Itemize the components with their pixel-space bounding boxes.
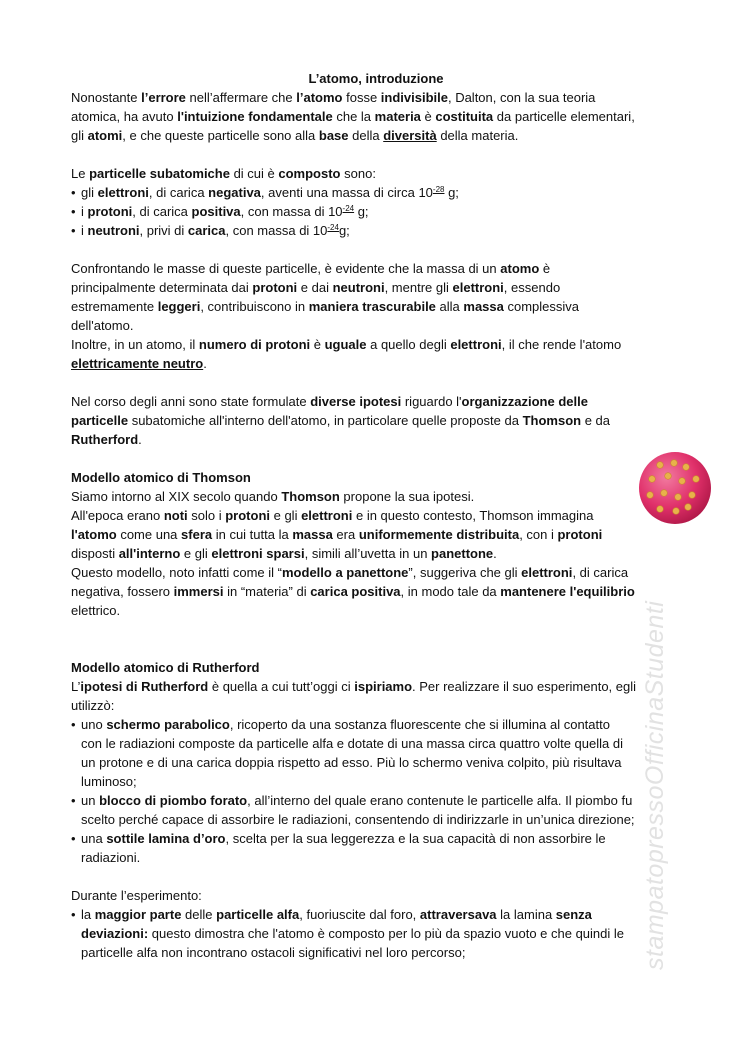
thomson-atom-illustration: [638, 451, 712, 525]
bold-text: Modello atomico di Rutherford: [71, 660, 260, 675]
bullet-item: [71, 183, 681, 202]
text-line: [71, 430, 681, 449]
bold-text: protoni: [87, 204, 133, 219]
text: Nonostante: [71, 90, 142, 105]
bold-text: elettroni: [450, 337, 502, 352]
text: i: [81, 204, 88, 219]
bold-text: noti: [163, 508, 188, 523]
bold-text: blocco di piombo forato: [99, 793, 248, 808]
text: radiazioni.: [81, 850, 141, 865]
bold-text: all'interno: [118, 546, 181, 561]
text: negativa, fossero: [71, 584, 174, 599]
bold-text: negativa: [208, 185, 261, 200]
text-line: [71, 544, 681, 563]
text: la: [81, 907, 95, 922]
electron-dot: [673, 508, 680, 515]
exponent: -24: [342, 204, 355, 213]
text-line: [71, 582, 681, 601]
bullet-icon: •: [71, 717, 76, 732]
text-line: [71, 563, 681, 582]
bold-text: organizzazione delle: [461, 394, 588, 409]
text: scelto perché capace di assorbire le radiazioni, consentendo di indirizzarle in un’unica direzione;: [81, 812, 635, 827]
text: g;: [338, 223, 350, 238]
bold-text: uguale: [324, 337, 367, 352]
text: , in modo tale da: [400, 584, 501, 599]
bold-text: protoni: [557, 527, 603, 542]
spacer: [71, 373, 681, 392]
bold-text: carica: [187, 223, 226, 238]
bold-text: immersi: [173, 584, 224, 599]
bold-text: particelle subatomiche: [89, 166, 230, 181]
text-line: [71, 943, 681, 962]
text: con le radiazioni composte da particelle alfa e dotate di una massa circa quattro volte quella di: [81, 736, 623, 751]
text: g;: [354, 204, 369, 219]
spacer: [71, 449, 681, 468]
bold-text: elettroni: [452, 280, 504, 295]
bold-text: deviazioni:: [81, 926, 149, 941]
bold-text: maniera trascurabile: [308, 299, 436, 314]
text: L’: [71, 679, 81, 694]
text: ”, suggeriva che gli: [408, 565, 522, 580]
text: Nel corso degli anni sono state formulate: [71, 394, 311, 409]
text-line: [71, 164, 681, 183]
bold-text: maggior parte: [94, 907, 182, 922]
text-line: [71, 88, 681, 107]
bold-text: sottile lamina d’oro: [106, 831, 226, 846]
text: , aventi una massa di circa 10: [260, 185, 433, 200]
text: è: [539, 261, 551, 276]
text-line: [71, 506, 681, 525]
text: riguardo l': [401, 394, 462, 409]
electron-dot: [657, 462, 664, 469]
electron-dot: [661, 490, 668, 497]
bold-text: panettone: [431, 546, 494, 561]
text-line: [71, 924, 681, 943]
electron-dot: [693, 476, 700, 483]
text: e dai: [297, 280, 333, 295]
text: i: [81, 223, 88, 238]
bold-text: diversità: [383, 128, 437, 143]
bold-text: materia: [374, 109, 421, 124]
text: , fuoriuscite dal foro,: [299, 907, 420, 922]
text: subatomiche all'interno dell'atomo, in particolare quelle proposte da: [128, 413, 523, 428]
electron-dot: [649, 476, 656, 483]
text-line: [71, 297, 681, 316]
text: dell'atomo.: [71, 318, 134, 333]
text: , di carica: [148, 185, 209, 200]
text-line: [71, 886, 681, 905]
text: questo dimostra che l'atomo è composto per lo più da spazio vuoto e che quindi le: [148, 926, 625, 941]
text: Durante l’esperimento:: [71, 888, 202, 903]
bold-text: Rutherford: [71, 432, 139, 447]
text: utilizzò:: [71, 698, 115, 713]
text: in “materia” di: [223, 584, 311, 599]
text: Le: [71, 166, 90, 181]
bold-text: modello a panettone: [282, 565, 409, 580]
bold-text: l’atomo: [296, 90, 343, 105]
electron-dot: [683, 464, 690, 471]
bold-text: elettroni: [301, 508, 353, 523]
bold-text: schermo parabolico: [106, 717, 230, 732]
text: , di carica: [132, 204, 192, 219]
text: , mentre gli: [384, 280, 453, 295]
text-line: [71, 335, 681, 354]
text: solo i: [187, 508, 226, 523]
text: e da: [581, 413, 610, 428]
text-line: [71, 354, 681, 373]
bullet-icon: •: [71, 185, 76, 200]
electron-dot: [679, 478, 686, 485]
text: Siamo intorno al XIX secolo quando: [71, 489, 282, 504]
text: nell’affermare che: [185, 90, 297, 105]
text: , il che rende l'atomo: [501, 337, 622, 352]
bold-text: numero di protoni: [198, 337, 311, 352]
bold-text: particelle: [71, 413, 129, 428]
electron-dot: [657, 506, 664, 513]
text: e in questo contesto, Thomson immagina: [352, 508, 594, 523]
text: .: [493, 546, 497, 561]
bold-text: neutroni: [87, 223, 140, 238]
text: di cui è: [229, 166, 279, 181]
exponent: -28: [432, 185, 445, 194]
text: , con massa di 10: [225, 223, 328, 238]
text: g;: [444, 185, 459, 200]
bold-text: particelle alfa: [216, 907, 300, 922]
text: è: [310, 337, 325, 352]
document-body: [71, 69, 681, 962]
bold-text: positiva: [191, 204, 241, 219]
spacer: [71, 240, 681, 259]
bold-text: indivisibile: [380, 90, 448, 105]
bold-text: massa: [292, 527, 333, 542]
text: .: [138, 432, 142, 447]
bold-text: protoni: [225, 508, 270, 523]
text: , simili all’uvetta in un: [304, 546, 432, 561]
text-line: [71, 601, 681, 620]
electron-dot: [675, 494, 682, 501]
text: come una: [116, 527, 182, 542]
text: da particelle elementari,: [493, 109, 635, 124]
bullet-icon: •: [71, 831, 76, 846]
bold-text: L’atomo, introduzione: [308, 71, 444, 86]
text: atomica, ha avuto: [71, 109, 178, 124]
text: principalmente determinata dai: [71, 280, 253, 295]
text: che la: [332, 109, 375, 124]
electron-dot: [647, 492, 654, 499]
bold-text: ipotesi di Rutherford: [80, 679, 209, 694]
text: , con massa di 10: [240, 204, 343, 219]
text: Inoltre, in un atomo, il: [71, 337, 199, 352]
text: , contribuiscono in: [200, 299, 309, 314]
text: della materia.: [436, 128, 519, 143]
text-line: [71, 677, 681, 696]
text-line: [71, 468, 681, 487]
text: propone la sua ipotesi.: [339, 489, 475, 504]
bold-text: elettroni: [521, 565, 573, 580]
bold-text: protoni: [252, 280, 298, 295]
text: in cui tutta la: [212, 527, 293, 542]
text: All'epoca erano: [71, 508, 164, 523]
text-line: [71, 259, 681, 278]
electron-dot: [665, 473, 672, 480]
page-title: [71, 69, 681, 88]
text: e gli: [180, 546, 212, 561]
text: una: [81, 831, 107, 846]
text: gli: [71, 128, 88, 143]
bullet-item: [71, 202, 681, 221]
bullet-icon: •: [71, 793, 76, 808]
exponent: -24: [327, 223, 339, 232]
text-line: [71, 278, 681, 297]
spacer: [71, 620, 681, 658]
bold-text: ispiriamo: [354, 679, 413, 694]
bold-text: uniformemente distribuita: [358, 527, 520, 542]
bullet-item: [71, 715, 681, 734]
bold-text: l'intuizione fondamentale: [177, 109, 333, 124]
spacer: [71, 867, 681, 886]
electron-dot: [685, 504, 692, 511]
text-line: [71, 848, 681, 867]
text: Confrontando le masse di queste particelle, è evidente che la massa di un: [71, 261, 501, 276]
electron-dot: [689, 492, 696, 499]
text-line: [71, 411, 681, 430]
text: , di carica: [572, 565, 629, 580]
watermark: stampatopressoOfficinaStudenti: [641, 600, 669, 970]
text: , scelta per la sua leggerezza e la sua capacità di non assorbire le: [225, 831, 606, 846]
bold-text: mantenere l'equilibrio: [500, 584, 635, 599]
text: sono:: [340, 166, 376, 181]
text-line: [71, 392, 681, 411]
text: era: [332, 527, 359, 542]
bullet-item: [71, 791, 681, 810]
text: la lamina: [496, 907, 556, 922]
text: Questo modello, noto infatti come il “: [71, 565, 282, 580]
text-line: [71, 107, 681, 126]
text-line: [71, 696, 681, 715]
text: luminoso;: [81, 774, 137, 789]
text-line: [71, 753, 681, 772]
text-line: [71, 316, 681, 335]
bold-text: l'atomo: [71, 527, 117, 542]
text: disposti: [71, 546, 119, 561]
text: uno: [81, 717, 107, 732]
text: un protone e di una carica doppia rispetto ad esso. Più lo schermo veniva colpito, più risultava: [81, 755, 622, 770]
text: complessiva: [503, 299, 580, 314]
bold-text: carica positiva: [310, 584, 401, 599]
text-line: [71, 126, 681, 145]
text: alla: [435, 299, 464, 314]
bold-text: composto: [278, 166, 341, 181]
bold-text: atomi: [87, 128, 123, 143]
bold-text: Modello atomico di Thomson: [71, 470, 251, 485]
text: , ricoperto da una sostanza fluorescente che si illumina al contatto: [229, 717, 610, 732]
bullet-item: [71, 221, 681, 240]
bold-text: massa: [463, 299, 504, 314]
text: , Dalton, con la sua teoria: [447, 90, 596, 105]
bold-text: Thomson: [522, 413, 582, 428]
text: a quello degli: [366, 337, 451, 352]
text-line: [71, 810, 681, 829]
electron-dot: [671, 460, 678, 467]
text: e gli: [270, 508, 302, 523]
text: , e che queste particelle sono alla: [122, 128, 319, 143]
spacer: [71, 145, 681, 164]
text: un: [81, 793, 100, 808]
text: , privi di: [139, 223, 188, 238]
text: della: [348, 128, 384, 143]
bold-text: costituita: [435, 109, 494, 124]
bold-text: sfera: [181, 527, 213, 542]
text: è quella a cui tutt’oggi ci: [208, 679, 355, 694]
bold-text: Thomson: [281, 489, 340, 504]
text: particelle alfa non incontrano ostacoli significativi nel loro percorso;: [81, 945, 466, 960]
bold-text: leggeri: [157, 299, 201, 314]
bold-text: senza: [555, 907, 592, 922]
bullet-item: [71, 829, 681, 848]
bold-text: diverse ipotesi: [310, 394, 402, 409]
text-line: [71, 772, 681, 791]
bold-text: neutroni: [332, 280, 385, 295]
text: .: [203, 356, 207, 371]
bold-text: l’errore: [141, 90, 186, 105]
text: elettrico.: [71, 603, 121, 618]
bullet-icon: •: [71, 204, 76, 219]
bold-text: base: [318, 128, 349, 143]
bullet-item: [71, 905, 681, 924]
bold-text: elettroni: [97, 185, 149, 200]
text: gli: [81, 185, 98, 200]
text: è: [420, 109, 436, 124]
text: fosse: [342, 90, 381, 105]
text-line: [71, 487, 681, 506]
bold-text: elettroni sparsi: [211, 546, 305, 561]
bold-text: atomo: [500, 261, 540, 276]
text: estremamente: [71, 299, 158, 314]
text: , con i: [519, 527, 558, 542]
text: delle: [181, 907, 217, 922]
text: , essendo: [503, 280, 561, 295]
text: . Per realizzare il suo esperimento, egli: [412, 679, 637, 694]
bold-text: attraversava: [419, 907, 497, 922]
text-line: [71, 734, 681, 753]
text: , all’interno del quale erano contenute le particelle alfa. Il piombo fu: [247, 793, 633, 808]
text-line: [71, 525, 681, 544]
bold-text: elettricamente neutro: [71, 356, 204, 371]
text-line: [71, 658, 681, 677]
bullet-icon: •: [71, 907, 76, 922]
bullet-icon: •: [71, 223, 76, 238]
